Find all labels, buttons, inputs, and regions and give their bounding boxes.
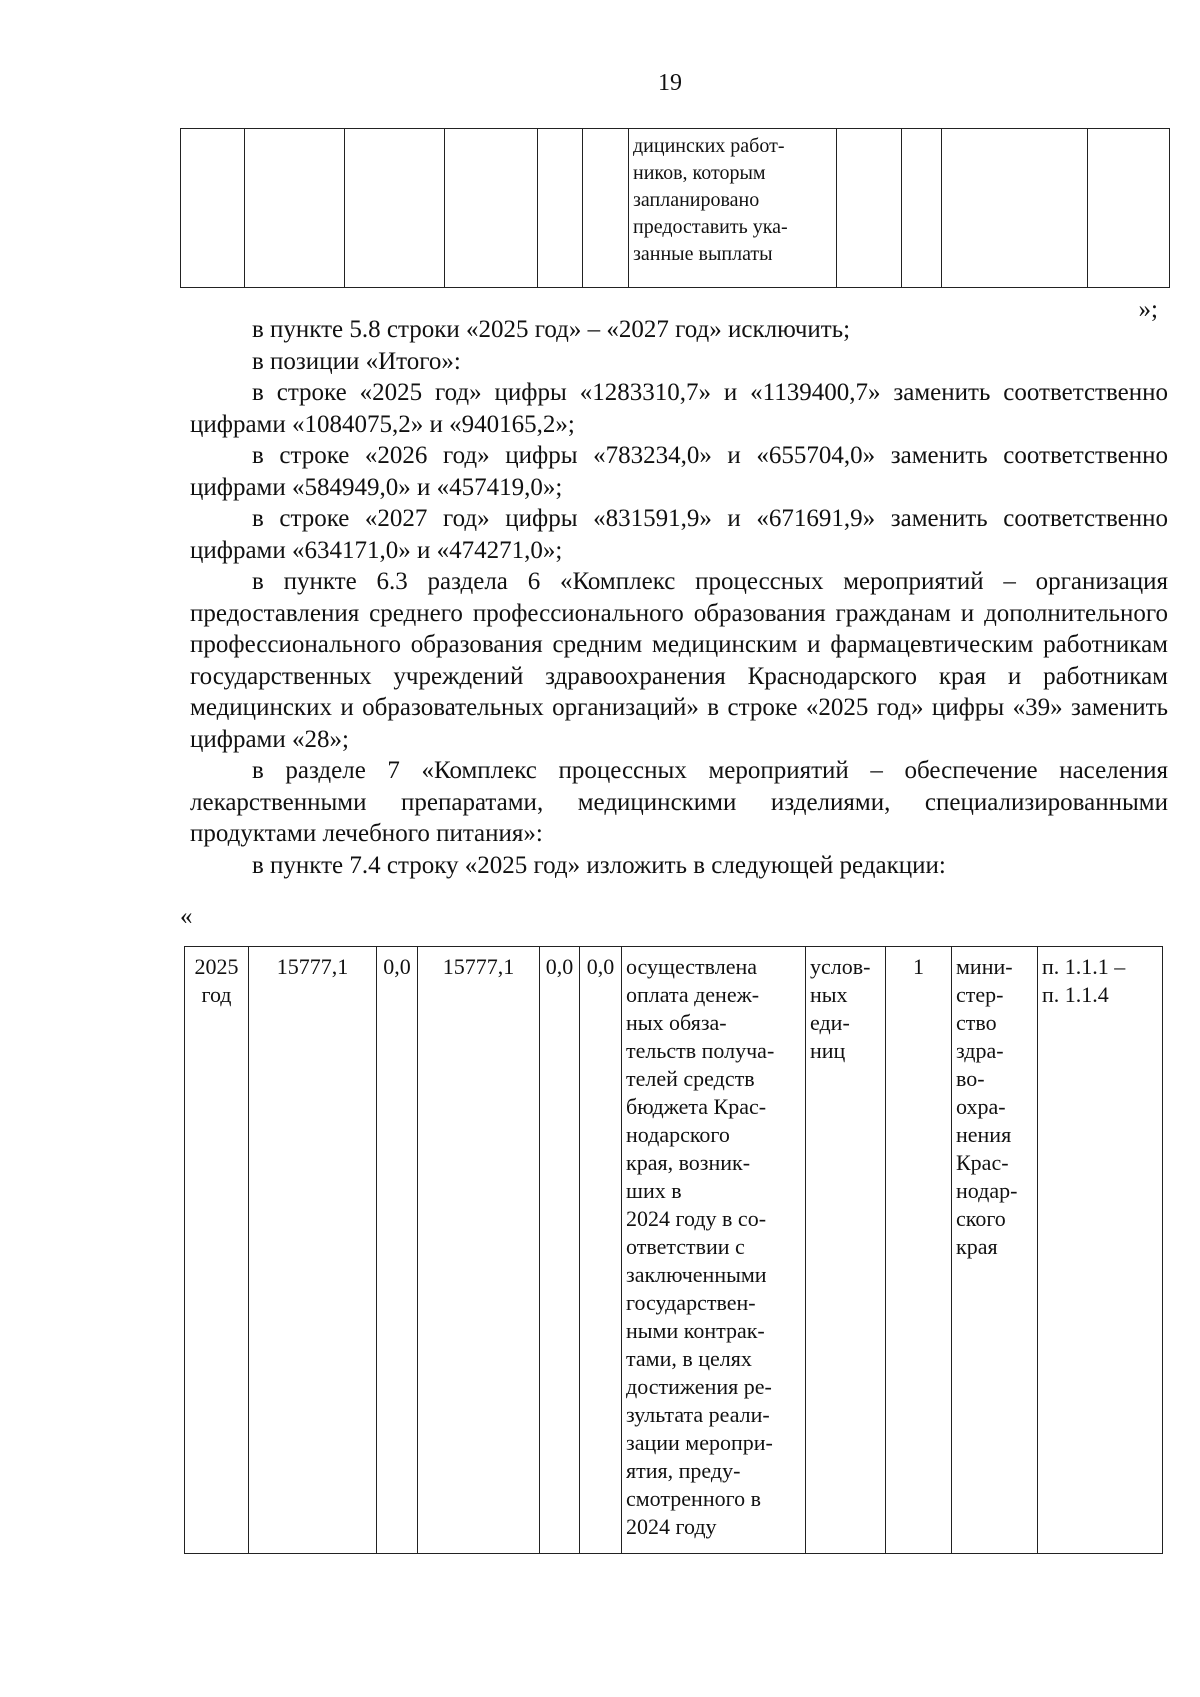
reference-cell xyxy=(1038,947,1163,1554)
paragraph: в строке «2025 год» цифры «1283310,7» и «1139400,7» заменить соответственно цифрами «1084075,2» и «940165,2»; xyxy=(190,379,1168,438)
value-col4: 15777,1 xyxy=(442,954,515,979)
year: 2025 год xyxy=(194,954,239,1007)
responsible-text: мини- стер- ство здра- во- охра- нения Крас- нодар- ского края xyxy=(956,954,1018,1259)
description-text: дицинских работ- ников, которым запланировано предоставить ука- занные выплаты xyxy=(633,135,788,265)
table-row xyxy=(185,947,1163,1554)
table-cell xyxy=(181,129,245,288)
table-cell xyxy=(538,129,583,288)
total-value: 15777,1 xyxy=(276,954,349,979)
total-cell xyxy=(249,947,377,1554)
table-cell xyxy=(1088,129,1170,288)
description-cell xyxy=(622,947,806,1554)
table-cell xyxy=(377,947,418,1554)
table-row xyxy=(181,129,1170,288)
reference-text: п. 1.1.1 – п. 1.1.4 xyxy=(1042,954,1126,1007)
unit-cell xyxy=(806,947,886,1554)
new-row-table xyxy=(184,946,1163,1554)
value-col3: 0,0 xyxy=(383,954,411,979)
value-col5: 0,0 xyxy=(545,954,574,979)
description-text: осуществлена оплата денеж- ных обяза- тельств получа- телей средств бюджета Крас- нодарского края, возник- ших в 2024 году в со- ответствии с заключенными государствен- ными контрак- тами, в целях достижения ре- зультата реали- зации меропри- ятия, преду- смотренного в 2024 году xyxy=(626,954,775,1539)
body-text xyxy=(190,314,1168,881)
table-cell xyxy=(902,129,942,288)
paragraph: в строке «2027 год» цифры «831591,9» и «671691,9» заменить соответственно цифрами «634171,0» и «474271,0»; xyxy=(190,505,1168,564)
table-cell xyxy=(445,129,538,288)
paragraph: в пункте 6.3 раздела 6 «Комплекс процессных мероприятий – организация предоставления среднего профессионального образования гражданам и дополнительного профессионального образования средним медицинским и фармацевтическим работникам государственных учреждений здравоохранения Краснодарского края и работникам медицинских и образовательных организаций» в строке «2025 год» цифры «39» заменить цифрами «28»; xyxy=(190,568,1168,753)
table-cell xyxy=(942,129,1088,288)
paragraph: в разделе 7 «Комплекс процессных мероприятий – обеспечение населения лекарственными препаратами, медицинскими изделиями, специализированными продуктами лечебного питания»: xyxy=(190,757,1168,847)
description-cell xyxy=(629,129,837,288)
table-cell xyxy=(345,129,445,288)
table-cell xyxy=(245,129,345,288)
table-cell xyxy=(583,129,629,288)
paragraph: в пункте 5.8 строки «2025 год» – «2027 год» исключить; xyxy=(252,316,851,343)
page-number: 19 xyxy=(658,70,682,96)
paragraph: в строке «2026 год» цифры «783234,0» и «655704,0» заменить соответственно цифрами «584949,0» и «457419,0»; xyxy=(190,442,1168,501)
year-cell xyxy=(185,947,249,1554)
paragraph: в пункте 7.4 строку «2025 год» изложить в следующей редакции: xyxy=(252,851,946,879)
table-cell xyxy=(540,947,580,1554)
continued-table-fragment xyxy=(180,128,1170,288)
table-cell xyxy=(837,129,902,288)
opening-quote: « xyxy=(180,903,193,930)
unit-text: услов- ных еди- ниц xyxy=(810,954,871,1063)
value-col6: 0,0 xyxy=(586,954,615,979)
responsible-cell xyxy=(952,947,1038,1554)
closing-quote: »; xyxy=(1138,296,1158,323)
value-cell xyxy=(886,947,952,1554)
table-cell xyxy=(418,947,540,1554)
indicator-value: 1 xyxy=(913,954,924,979)
paragraph: в позиции «Итого»: xyxy=(252,347,461,375)
table-cell xyxy=(580,947,622,1554)
